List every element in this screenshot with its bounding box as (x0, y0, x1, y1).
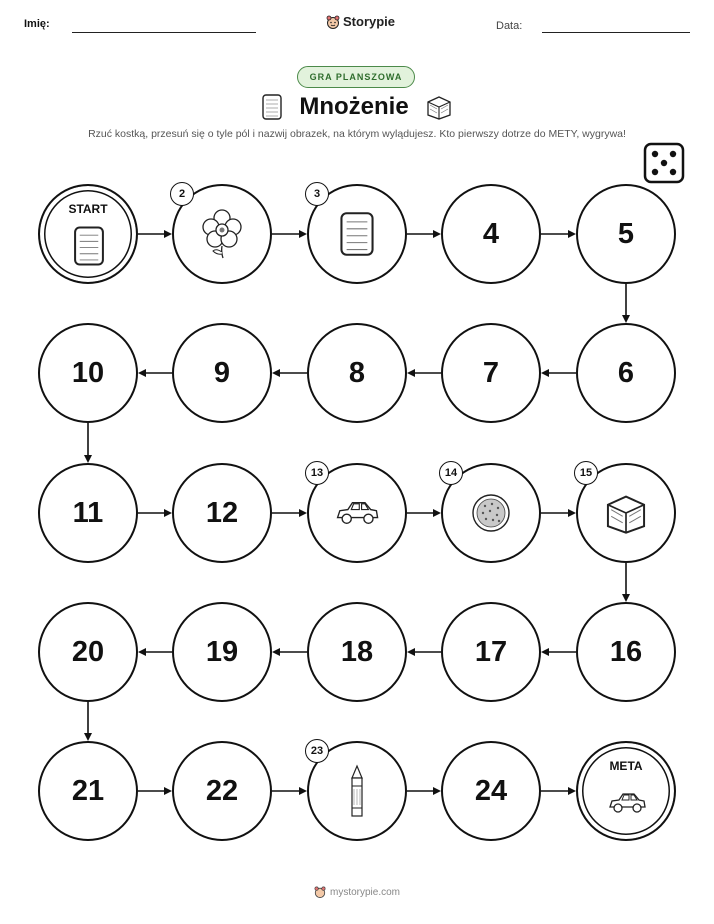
field-number-badge: 3 (305, 182, 329, 206)
field-number: 8 (348, 356, 366, 389)
field-number: 21 (71, 774, 105, 807)
field-number: 19 (205, 635, 239, 668)
field-10[interactable] (38, 323, 138, 423)
path-arrow (138, 230, 172, 238)
field-14[interactable] (441, 463, 541, 563)
field-17[interactable] (441, 602, 541, 702)
path-arrow (541, 509, 576, 517)
cookie-icon (443, 465, 539, 561)
field-number: 7 (482, 356, 500, 389)
path-arrow (272, 230, 307, 238)
field-15[interactable] (576, 463, 676, 563)
field-number-badge: 13 (305, 461, 329, 485)
crayon-icon (309, 743, 405, 839)
field-22[interactable] (172, 741, 272, 841)
field-11[interactable] (38, 463, 138, 563)
field-number: 10 (71, 356, 105, 389)
field-number: 9 (213, 356, 231, 389)
field-number: 6 (617, 356, 635, 389)
path-arrow (622, 284, 630, 323)
storypie-mascot-icon (314, 886, 326, 898)
path-arrow (138, 648, 172, 656)
field-number: 17 (474, 635, 508, 668)
page-title: Mnożenie (299, 93, 409, 120)
finish-label: META (609, 759, 643, 773)
crate-icon (578, 465, 674, 561)
footer-url[interactable]: mystorypie.com (329, 886, 400, 898)
path-arrow (541, 648, 576, 656)
path-arrow (84, 702, 92, 741)
field-9[interactable] (172, 323, 272, 423)
path-arrow (138, 509, 172, 517)
field-12[interactable] (172, 463, 272, 563)
car-icon (309, 465, 405, 561)
field-21[interactable] (38, 741, 138, 841)
instructions: Rzuć kostką, przesuń się o tyle pól i nazwij obrazek, na którym wylądujesz. Kto pierwszy dotrze do METY, wygrywa! (88, 128, 626, 140)
field-number-badge: 14 (439, 461, 463, 485)
path-arrow (138, 369, 172, 377)
field-8[interactable] (307, 323, 407, 423)
field-start[interactable] (38, 184, 138, 284)
field-number-badge: 2 (170, 182, 194, 206)
path-arrow (541, 230, 576, 238)
path-arrow (272, 369, 307, 377)
path-arrow (541, 369, 576, 377)
path-arrow (407, 787, 441, 795)
field-18[interactable] (307, 602, 407, 702)
field-13[interactable] (307, 463, 407, 563)
field-3[interactable] (307, 184, 407, 284)
field-2[interactable] (172, 184, 272, 284)
field-number: 16 (609, 635, 643, 668)
field-number: 20 (71, 635, 105, 668)
name-label: Imię: (24, 18, 50, 30)
field-20[interactable] (38, 602, 138, 702)
field-number: 18 (340, 635, 374, 668)
field-16[interactable] (576, 602, 676, 702)
field-4[interactable] (441, 184, 541, 284)
footer (0, 886, 714, 898)
field-number-badge: 15 (574, 461, 598, 485)
path-arrow (407, 230, 441, 238)
field-number: 12 (205, 496, 239, 529)
field-number: 5 (617, 217, 635, 250)
path-arrow (407, 369, 441, 377)
field-finish[interactable] (576, 741, 676, 841)
brand-name: Storypie (343, 14, 396, 29)
car-icon (606, 789, 648, 817)
path-arrow (407, 648, 441, 656)
path-arrow (541, 787, 576, 795)
path-arrow (272, 509, 307, 517)
cracker-icon (72, 224, 106, 268)
path-arrow (138, 787, 172, 795)
field-number: 24 (474, 774, 508, 807)
path-arrow (272, 787, 307, 795)
field-7[interactable] (441, 323, 541, 423)
field-24[interactable] (441, 741, 541, 841)
flower-icon (174, 186, 270, 282)
field-number: 11 (72, 496, 104, 529)
field-23[interactable] (307, 741, 407, 841)
date-label: Data: (496, 20, 523, 32)
path-arrow (622, 563, 630, 602)
path-arrow (407, 509, 441, 517)
field-19[interactable] (172, 602, 272, 702)
field-number-badge: 23 (305, 739, 329, 763)
field-number: 4 (482, 217, 500, 250)
field-number: 22 (205, 774, 239, 807)
category-badge: GRA PLANSZOWA (297, 66, 415, 88)
field-6[interactable] (576, 323, 676, 423)
cracker-icon (309, 186, 405, 282)
start-label: START (68, 202, 108, 216)
path-arrow (272, 648, 307, 656)
path-arrow (84, 423, 92, 463)
field-5[interactable] (576, 184, 676, 284)
